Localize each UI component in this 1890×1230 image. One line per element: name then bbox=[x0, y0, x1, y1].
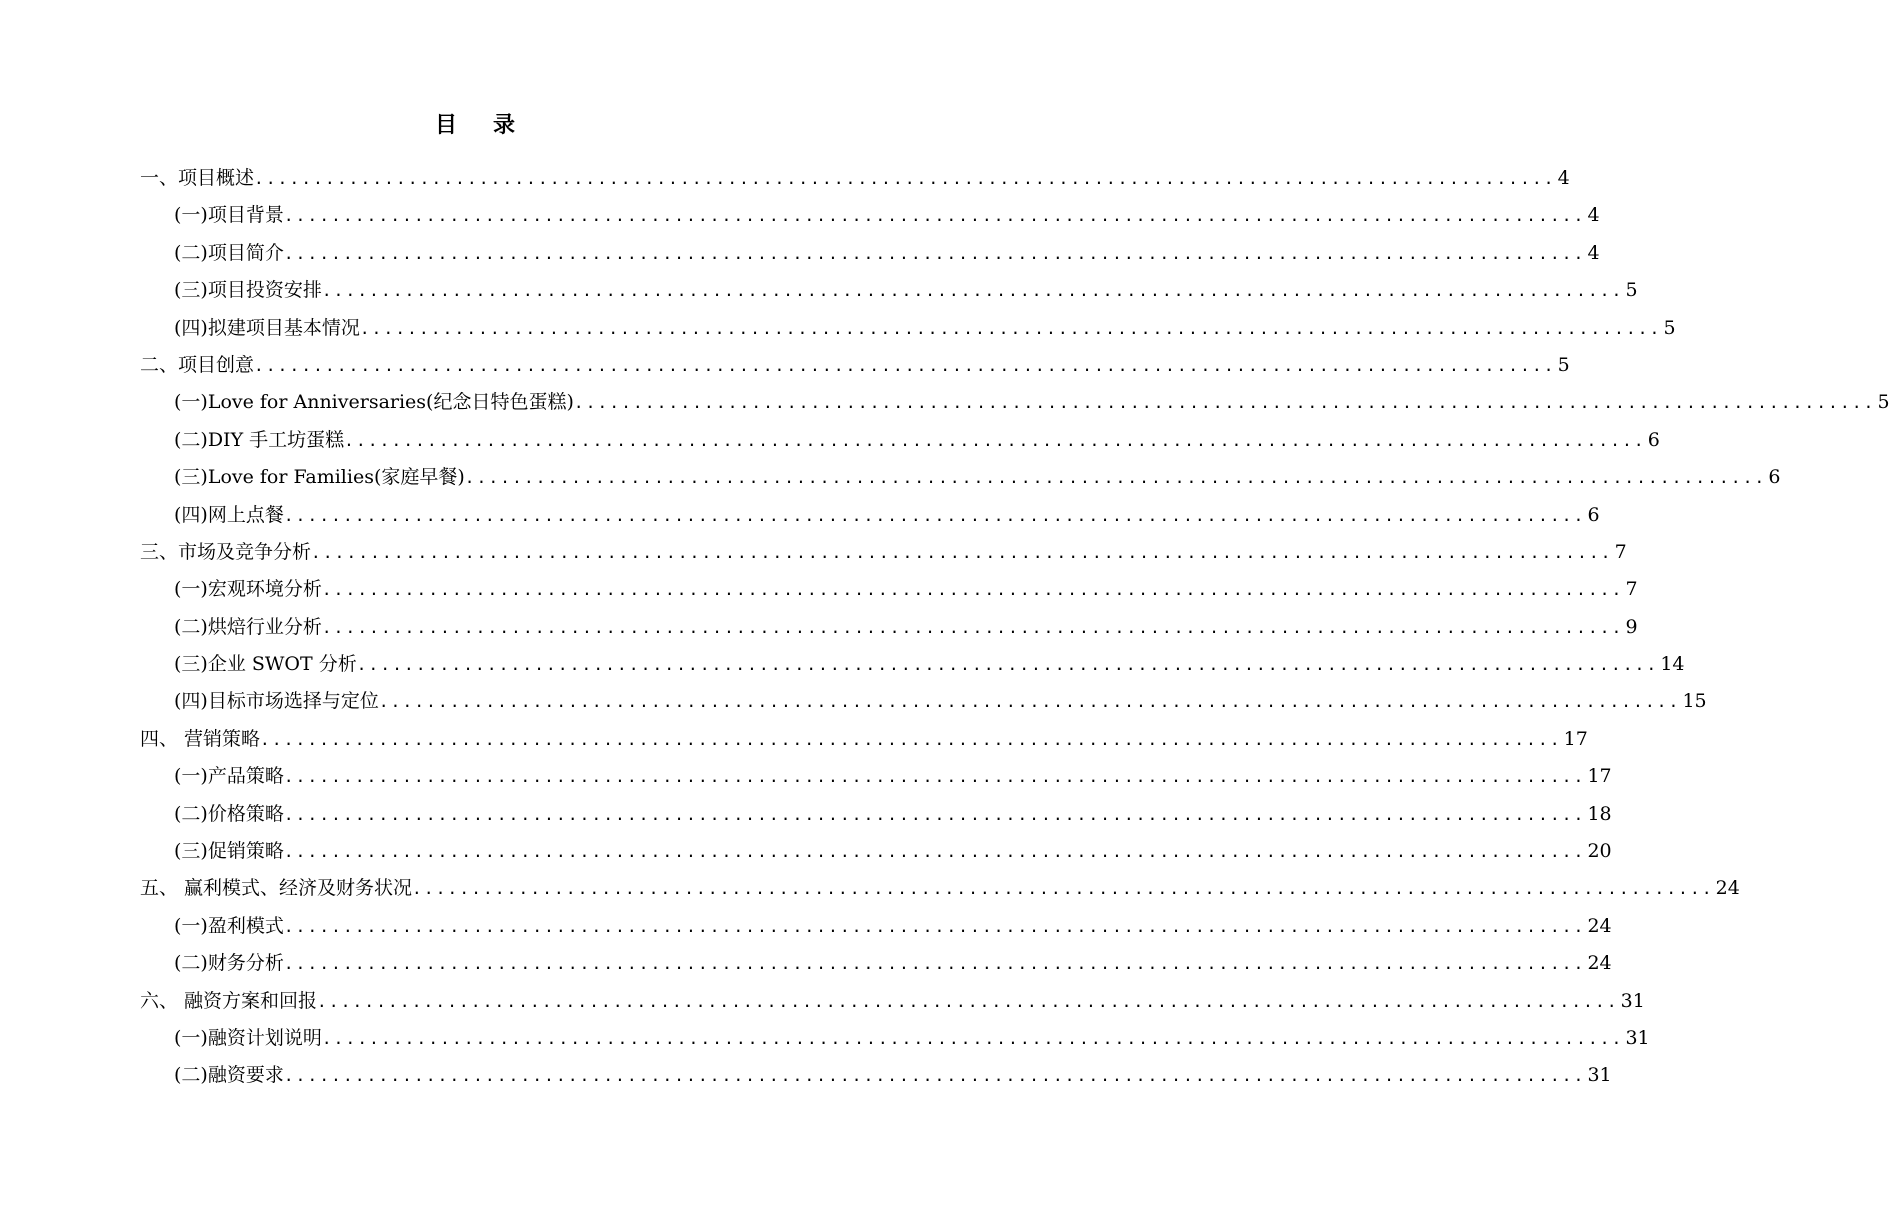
toc-entry-label: (四)网上点餐 bbox=[174, 503, 284, 526]
toc-entry-page-number: 17 bbox=[1587, 765, 1612, 788]
toc-entry-label: (二)价格策略 bbox=[174, 802, 284, 825]
toc-entry-label: 四、 营销策略 bbox=[140, 727, 261, 750]
toc-entry-page-number: 5 bbox=[1625, 279, 1638, 302]
toc-entry-page-number: 6 bbox=[1587, 503, 1600, 526]
toc-entry-page-number: 24 bbox=[1715, 877, 1740, 900]
toc-entry[interactable] bbox=[140, 497, 1600, 534]
toc-leader-dots: .............................................................................................................. bbox=[283, 916, 1586, 936]
toc-entry-page-number: 24 bbox=[1587, 952, 1612, 975]
toc-leader-dots: .............................................................................................................. bbox=[321, 281, 1624, 301]
toc-entry[interactable] bbox=[140, 833, 1612, 870]
toc-entry[interactable] bbox=[140, 758, 1612, 795]
toc-leader-dots: .............................................................................................................. bbox=[573, 393, 1876, 413]
toc-leader-dots: .............................................................................................................. bbox=[321, 580, 1624, 600]
toc-leader-dots: .............................................................................................................. bbox=[283, 767, 1586, 787]
toc-entry[interactable] bbox=[140, 384, 1890, 421]
toc-leader-dots: .............................................................................................................. bbox=[283, 804, 1586, 824]
toc-entry-label: (四)拟建项目基本情况 bbox=[174, 316, 360, 339]
toc-entry-page-number: 17 bbox=[1563, 727, 1588, 750]
toc-entry-label: (二)财务分析 bbox=[174, 952, 284, 975]
toc-entry-label: (三)项目投资安排 bbox=[174, 279, 322, 302]
toc-entry[interactable] bbox=[140, 870, 1740, 907]
toc-entry-page-number: 20 bbox=[1587, 840, 1612, 863]
toc-entry-page-number: 5 bbox=[1877, 391, 1890, 414]
toc-entry-page-number: 31 bbox=[1620, 989, 1645, 1012]
toc-entry-page-number: 31 bbox=[1587, 1064, 1612, 1087]
toc-entry-label: (三)企业 SWOT 分析 bbox=[174, 653, 357, 676]
toc-entry[interactable] bbox=[140, 646, 1685, 683]
toc-entry-page-number: 7 bbox=[1625, 578, 1638, 601]
toc-entry-label: 六、 融资方案和回报 bbox=[140, 989, 318, 1012]
toc-leader-dots: .............................................................................................................. bbox=[283, 842, 1586, 862]
toc-leader-dots: .............................................................................................................. bbox=[412, 879, 1714, 899]
toc-entry-label: (三)Love for Families(家庭早餐) bbox=[174, 466, 465, 489]
toc-entry[interactable] bbox=[140, 1057, 1612, 1094]
toc-leader-dots: .............................................................................................................. bbox=[317, 991, 1619, 1011]
toc-entry[interactable] bbox=[140, 160, 1570, 197]
toc-leader-dots: .............................................................................................................. bbox=[283, 505, 1586, 525]
toc-entry-label: (二)DIY 手工坊蛋糕 bbox=[174, 428, 345, 451]
toc-entry-label: 五、 赢利模式、经济及财务状况 bbox=[140, 877, 413, 900]
toc-entry[interactable] bbox=[140, 721, 1588, 758]
toc-entry-page-number: 24 bbox=[1587, 914, 1612, 937]
toc-entry-page-number: 15 bbox=[1682, 690, 1707, 713]
toc-entry-page-number: 6 bbox=[1647, 428, 1660, 451]
toc-leader-dots: .............................................................................................................. bbox=[283, 954, 1586, 974]
toc-entry[interactable] bbox=[140, 908, 1612, 945]
table-of-contents bbox=[140, 160, 1890, 1095]
toc-entry-page-number: 14 bbox=[1660, 653, 1685, 676]
page-title: 目录 bbox=[434, 112, 551, 138]
toc-leader-dots: .............................................................................................................. bbox=[356, 655, 1659, 675]
toc-entry[interactable] bbox=[140, 347, 1570, 384]
toc-entry[interactable] bbox=[140, 796, 1612, 833]
toc-entry-label: (一)产品策略 bbox=[174, 765, 284, 788]
toc-entry-label: 一、项目概述 bbox=[140, 167, 255, 189]
toc-entry-label: (一)宏观环境分析 bbox=[174, 578, 322, 601]
toc-entry-page-number: 31 bbox=[1625, 1026, 1650, 1049]
toc-entry-label: (一)融资计划说明 bbox=[174, 1026, 322, 1049]
toc-entry[interactable] bbox=[140, 945, 1612, 982]
toc-entry[interactable] bbox=[140, 609, 1638, 646]
toc-entry[interactable] bbox=[140, 272, 1638, 309]
toc-entry-label: (一)项目背景 bbox=[174, 204, 284, 227]
toc-leader-dots: .............................................................................................................. bbox=[321, 1028, 1624, 1048]
toc-entry-page-number: 5 bbox=[1663, 316, 1676, 339]
toc-entry[interactable] bbox=[140, 422, 1660, 459]
toc-entry[interactable] bbox=[140, 459, 1781, 496]
toc-entry[interactable] bbox=[140, 197, 1600, 234]
toc-entry-page-number: 4 bbox=[1587, 204, 1600, 227]
toc-entry-label: (二)融资要求 bbox=[174, 1064, 284, 1087]
toc-leader-dots: .............................................................................................................. bbox=[344, 430, 1646, 450]
toc-leader-dots: .............................................................................................................. bbox=[464, 468, 1767, 488]
toc-leader-dots: .............................................................................................................. bbox=[260, 729, 1562, 749]
toc-entry[interactable] bbox=[140, 683, 1707, 720]
toc-leader-dots: .............................................................................................................. bbox=[321, 617, 1624, 637]
toc-leader-dots: .............................................................................................................. bbox=[283, 206, 1586, 226]
toc-entry-label: 二、项目创意 bbox=[140, 353, 255, 376]
toc-entry-label: (一)Love for Anniversaries(纪念日特色蛋糕) bbox=[174, 391, 574, 414]
toc-leader-dots: .............................................................................................................. bbox=[283, 243, 1586, 263]
toc-entry-label: (一)盈利模式 bbox=[174, 914, 284, 937]
toc-entry-page-number: 4 bbox=[1587, 241, 1600, 264]
toc-leader-dots: .............................................................................................................. bbox=[378, 692, 1681, 712]
toc-entry[interactable] bbox=[140, 235, 1600, 272]
toc-leader-dots: .............................................................................................................. bbox=[254, 169, 1556, 188]
toc-leader-dots: .............................................................................................................. bbox=[283, 1066, 1586, 1086]
toc-entry[interactable] bbox=[140, 983, 1645, 1020]
toc-leader-dots: .............................................................................................................. bbox=[359, 318, 1662, 338]
toc-entry[interactable] bbox=[140, 310, 1676, 347]
toc-entry-page-number: 5 bbox=[1557, 353, 1570, 376]
toc-entry-page-number: 6 bbox=[1768, 466, 1781, 489]
toc-entry[interactable] bbox=[140, 1020, 1650, 1057]
toc-entry[interactable] bbox=[140, 571, 1638, 608]
toc-entry-label: (二)项目简介 bbox=[174, 241, 284, 264]
toc-entry-page-number: 9 bbox=[1625, 615, 1638, 638]
toc-entry-label: 三、市场及竞争分析 bbox=[140, 540, 312, 563]
toc-entry-page-number: 7 bbox=[1614, 540, 1627, 563]
toc-entry-page-number: 18 bbox=[1587, 802, 1612, 825]
toc-entry-label: (二)烘焙行业分析 bbox=[174, 615, 322, 638]
toc-entry[interactable] bbox=[140, 534, 1627, 571]
toc-entry-page-number: 4 bbox=[1557, 167, 1570, 189]
toc-leader-dots: .............................................................................................................. bbox=[311, 542, 1613, 562]
toc-entry-label: (四)目标市场选择与定位 bbox=[174, 690, 379, 713]
toc-entry-label: (三)促销策略 bbox=[174, 840, 284, 863]
toc-leader-dots: .............................................................................................................. bbox=[254, 355, 1556, 375]
